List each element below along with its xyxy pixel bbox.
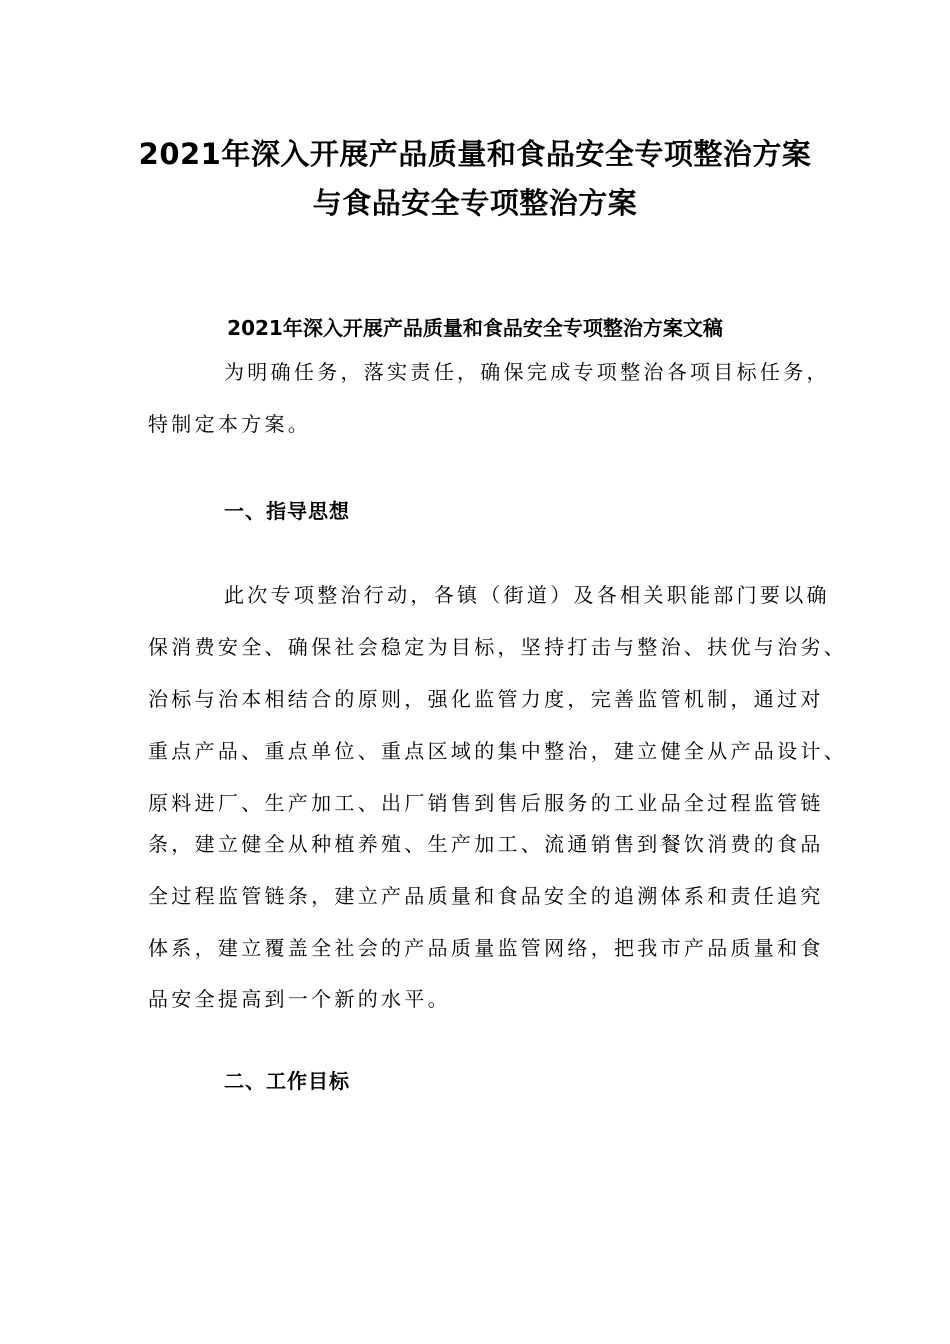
paragraph-line: 治标与治本相结合的原则，强化监管力度，完善监管机制，通过对 xyxy=(148,687,824,711)
paragraph-line: 品安全提高到一个新的水平。 xyxy=(148,987,451,1011)
paragraph-line: 原料进厂、生产加工、出厂销售到售后服务的工业品全过程监管链 xyxy=(148,791,824,815)
section-heading-2: 二、工作目标 xyxy=(224,1069,350,1093)
paragraph-line: 体系，建立覆盖全社会的产品质量监管网络，把我市产品质量和食 xyxy=(148,936,824,960)
paragraph-line: 保消费安全、确保社会稳定为目标，坚持打击与整治、扶优与治劣、 xyxy=(148,635,847,659)
intro-line-1: 为明确任务，落实责任，确保完成专项整治各项目标任务， xyxy=(224,360,830,384)
paragraph-line: 重点产品、重点单位、重点区域的集中整治，建立健全从产品设计、 xyxy=(148,739,847,763)
document-title-line-1: 2021年深入开展产品质量和食品安全专项整治方案 xyxy=(138,137,812,171)
paragraph-line: 条，建立健全从种植养殖、生产加工、流通销售到餐饮消费的食品 xyxy=(148,832,824,856)
paragraph-line: 此次专项整治行动，各镇（街道）及各相关职能部门要以确 xyxy=(224,583,830,607)
paragraph-line: 全过程监管链条，建立产品质量和食品安全的追溯体系和责任追究 xyxy=(148,884,824,908)
section-heading-1: 一、指导思想 xyxy=(224,499,350,523)
document-title-line-2: 与食品安全专项整治方案 xyxy=(312,186,638,220)
intro-line-2: 特制定本方案。 xyxy=(148,412,312,436)
document-subtitle: 2021年深入开展产品质量和食品安全专项整治方案文稿 xyxy=(227,316,723,340)
